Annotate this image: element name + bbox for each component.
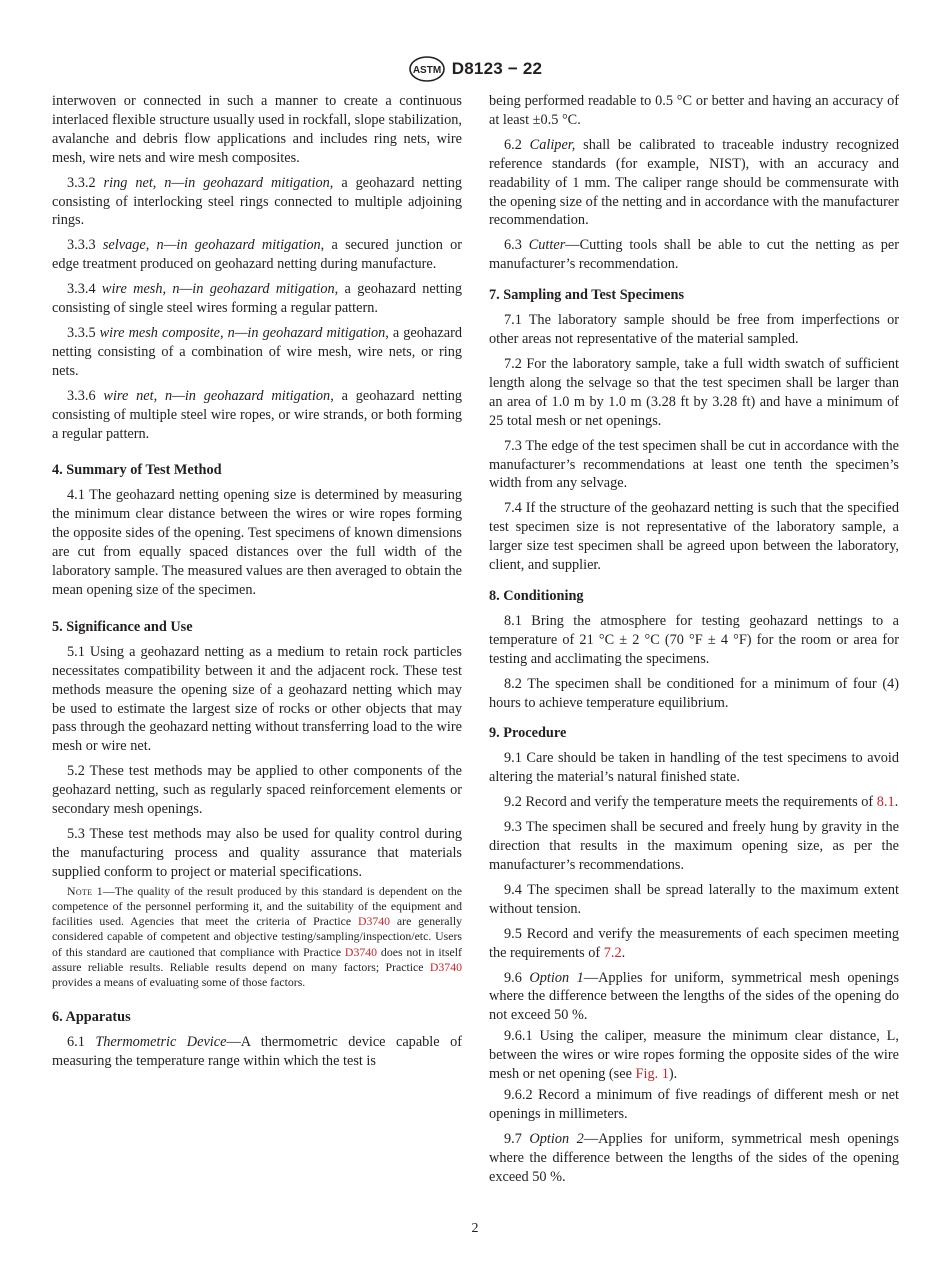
astm-logo-icon — [408, 56, 446, 82]
section-9-heading: 9. Procedure — [489, 725, 567, 742]
paragraph-9-6: 9.6 Option 1—Applies for uniform, symmetrical mesh openings where the difference between the lengths of the sides of the opening do not exceed 50 %. — [489, 969, 900, 1024]
definition-3-3-2: 3.3.2 ring net, n—in geohazard mitigation, a geohazard netting consisting of interlocking steel rings connected to multiple adjoining rings. — [52, 174, 462, 229]
paragraph-4-1: 4.1 The geohazard netting opening size is determined by measuring the minimum clear distance between the wires or wire ropes forming the opposite sides of the opening. Test specimens of known dimensions are cut from equally spaced distances over the full width of the laboratory sample. The measured values are then averaged to obtain the mean opening size of the specimen. — [52, 487, 462, 598]
paragraph-6-3: 6.3 Cutter—Cutting tools shall be able to cut the netting as per manufacturer’s recommendation. — [489, 237, 899, 273]
svg-text:ASTM: ASTM — [412, 65, 441, 76]
paragraph-9-1: 9.1 Care should be taken in handling of the test specimens to avoid altering the material’s natural finished state. — [489, 750, 899, 786]
definition-3-3-6: 3.3.6 wire net, n—in geohazard mitigation, a geohazard netting consisting of multiple steel wire ropes, or wire strands, or both forming a regular pattern. — [52, 387, 462, 442]
page-header — [0, 56, 950, 82]
paragraph-9-5: 9.5 Record and verify the measurements of each specimen meeting the requirements of 7.2. — [489, 925, 899, 961]
d3740-link[interactable]: D3740 — [344, 944, 378, 959]
paragraph-9-2: 9.2 Record and verify the temperature meets the requirements of 8.1. — [504, 794, 899, 811]
paragraph-3-3-1-continued: interwoven or connected in such a manner to create a continuous interlaced flexible structure usually used in rockfall, slope stabilization, avalanche and debris flow applications and includes ring nets, wire mesh, wire nets and wire mesh composites. — [52, 93, 462, 166]
paragraph-6-1: 6.1 Thermometric Device—A thermometric device capable of measuring the temperature range within which the test is — [52, 1034, 462, 1070]
section-7-2-link[interactable]: 7.2 — [603, 944, 622, 961]
right-column — [489, 92, 899, 1193]
paragraph-8-2: 8.2 The specimen shall be conditioned for a minimum of four (4) hours to achieve temperature equilibrium. — [489, 675, 899, 711]
section-8-1-link[interactable]: 8.1 — [876, 794, 895, 811]
paragraph-5-2: 5.2 These test methods may be applied to other components of the geohazard netting, such as regularly spaced reinforcement elements or secondary mesh openings. — [52, 763, 462, 818]
paragraph-5-3: 5.3 These test methods may also be used for quality control during the manufacturing process and quality assurance that materials supplied conform to project or material specifications. — [52, 826, 462, 880]
paragraph-7-2: 7.2 For the laboratory sample, take a full width swatch of sufficient length along the selvage so that the test specimen shall be larger than an area of 1.0 m by 1.0 m (3.28 ft by 3.28 ft) and have a minimum of 25 total mesh or net openings. — [489, 355, 899, 429]
definition-3-3-3: 3.3.3 selvage, n—in geohazard mitigation, a secured junction or edge treatment produced on geohazard netting during manufacture. — [52, 237, 463, 273]
paragraph-9-7: 9.7 Option 2—Applies for uniform, symmetrical mesh openings where the difference between the lengths of the sides of the opening exceed 50 %. — [489, 1130, 900, 1185]
definition-3-3-5: 3.3.5 wire mesh composite, n—in geohazard mitigation, a geohazard netting consisting of a combination of wire mesh, wire nets, or ring nets. — [52, 324, 463, 379]
d3740-link[interactable]: D3740 — [429, 959, 462, 974]
paragraph-6-1-continued: being performed readable to 0.5 °C or better and having an accuracy of at least ±0.5 °C. — [489, 93, 899, 128]
paragraph-9-4: 9.4 The specimen shall be spread laterally to the maximum extent without tension. — [489, 881, 899, 917]
figure-1-link[interactable]: Fig. 1 — [635, 1066, 669, 1083]
page-number: 2 — [471, 1221, 479, 1236]
section-6-heading: 6. Apparatus — [52, 1009, 131, 1026]
definition-3-3-4: 3.3.4 wire mesh, n—in geohazard mitigation, a geohazard netting consisting of single steel wires forming a regular pattern. — [52, 281, 462, 317]
paragraph-9-3: 9.3 The specimen shall be secured and freely hung by gravity in the direction that results in the maximum opening size, as per the manufacturer’s recommendations. — [489, 819, 899, 873]
paragraph-7-3: 7.3 The edge of the test specimen shall be cut in accordance with the manufacturer’s recommendations at least one tenth the specimen’s width from any selvage. — [489, 437, 899, 492]
document-id: D8123 − 22 — [451, 59, 543, 78]
paragraph-7-1: 7.1 The laboratory sample should be free from imperfections or other areas not representative of the material sampled. — [489, 312, 899, 348]
paragraph-5-1: 5.1 Using a geohazard netting as a medium to retain rock particles necessitates compatibility between it and the adjacent rock. These test methods measure the opening size of a geohazard netting which may be used to estimate the largest size of rocks or other objects that may pass through the geohazard netting without transferring load to the wire mesh or wire net. — [52, 643, 462, 755]
paragraph-9-6-1: 9.6.1 Using the caliper, measure the minimum clear distance, L, between the wires or wire ropes forming the opposite sides of the wire mesh or net opening (see Fig. 1). — [489, 1028, 899, 1083]
section-8-heading: 8. Conditioning — [489, 587, 584, 604]
d3740-link[interactable]: D3740 — [357, 914, 391, 929]
section-7-heading: 7. Sampling and Test Specimens — [489, 287, 685, 304]
note-1: Note 1—The quality of the result produced by this standard is dependent on the competence of the personnel performing it, and the suitability of the equipment and facilities used. Agencies that meet the criteria of Practice D3740 are generally considered capable of competent and objective testing/sampling/inspection/etc. Users of this standard are cautioned that compliance with Practice D3740 does not in itself assure reliable results. Reliable results depend on many factors; Practice D3740 provides a means of evaluating some of those factors. — [52, 883, 463, 989]
section-5-heading: 5. Significance and Use — [52, 618, 193, 635]
left-column — [52, 92, 462, 1077]
paragraph-8-1: 8.1 Bring the atmosphere for testing geohazard nettings to a temperature of 21 °C ± 2 °C (70 °F ± 4 °F) for the room or area for testing and acclimating the specimens. — [489, 612, 899, 667]
paragraph-6-2: 6.2 Caliper, shall be calibrated to traceable industry recognized reference standards (for example, NIST), with an accuracy and readability of 1 mm. The caliper range should be commensurate with the opening size of the netting and in accordance with the manufacturer recommendation. — [489, 136, 899, 229]
paragraph-9-6-2: 9.6.2 Record a minimum of five readings of different mesh or net openings in millimeters. — [489, 1086, 899, 1122]
paragraph-7-4: 7.4 If the structure of the geohazard netting is such that the specified test specimen size is not representative of the laboratory sample, a larger size test specimen shall be agreed upon between the laboratory, client, and supplier. — [489, 500, 899, 574]
section-4-heading: 4. Summary of Test Method — [52, 462, 222, 479]
